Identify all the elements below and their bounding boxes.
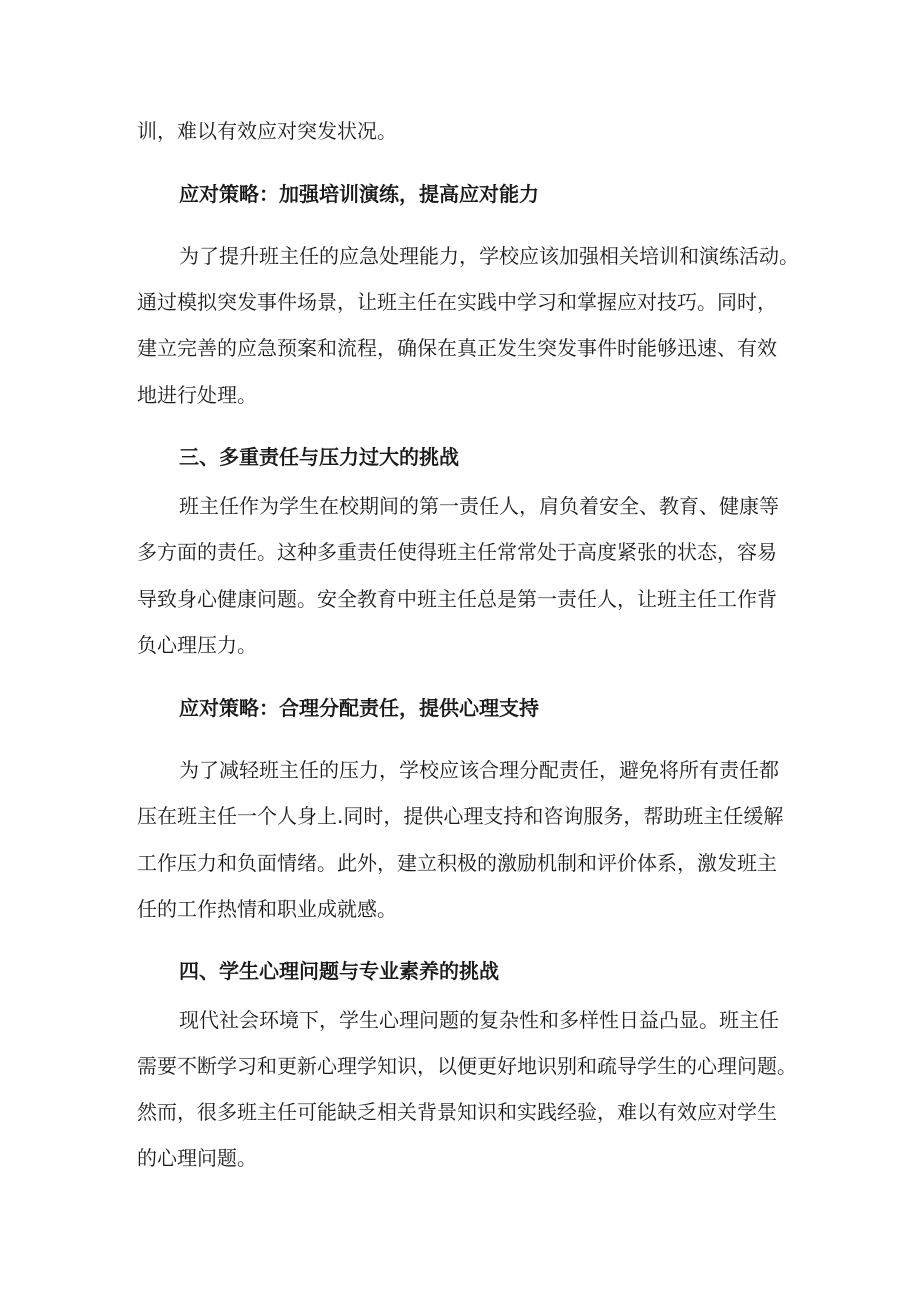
paragraph-line: 多方面的责任。这种多重责任使得班主任常常处于高度紧张的状态，容易 [137, 540, 777, 564]
paragraph-line: 现代社会环境下，学生心理问题的复杂性和多样性日益凸显。班主任 [179, 1008, 779, 1032]
paragraph-line: 的心理问题。 [137, 1146, 257, 1170]
paragraph-line: 负心理压力。 [137, 633, 257, 657]
paragraph-line: 需要不断学习和更新心理学知识，以便更好地识别和疏导学生的心理问题。 [137, 1054, 797, 1078]
paragraph-line: 班主任作为学生在校期间的第一责任人，肩负着安全、教育、健康等 [179, 494, 779, 518]
paragraph-line: 通过模拟突发事件场景，让班主任在实践中学习和掌握应对技巧。同时， [137, 290, 777, 314]
paragraph-line: 为了提升班主任的应急处理能力，学校应该加强相关培训和演练活动。 [179, 244, 799, 268]
paragraph-line: 导致身心健康问题。安全教育中班主任总是第一责任人，让班主任工作背 [137, 587, 777, 611]
section-heading: 应对策略：加强培训演练，提高应对能力 [179, 182, 539, 206]
paragraph-line: 为了减轻班主任的压力，学校应该合理分配责任，避免将所有责任都 [179, 758, 779, 782]
paragraph-line: 然而，很多班主任可能缺乏相关背景知识和实践经验，难以有效应对学生 [137, 1100, 777, 1124]
paragraph-line: 训，难以有效应对突发状况。 [137, 119, 397, 143]
paragraph-line: 建立完善的应急预案和流程，确保在真正发生突发事件时能够迅速、有效 [137, 336, 777, 360]
paragraph-line: 压在班主任一个人身上.同时，提供心理支持和咨询服务，帮助班主任缓解 [137, 804, 784, 828]
paragraph-line: 工作压力和负面情绪。此外，建立积极的激励机制和评价体系，激发班主 [137, 851, 777, 875]
paragraph-line: 任的工作热情和职业成就感。 [137, 897, 397, 921]
section-heading: 四、学生心理问题与专业素养的挑战 [179, 959, 499, 983]
section-heading: 应对策略：合理分配责任，提供心理支持 [179, 696, 539, 720]
section-heading: 三、多重责任与压力过大的挑战 [179, 445, 459, 469]
paragraph-line: 地进行处理。 [137, 383, 257, 407]
